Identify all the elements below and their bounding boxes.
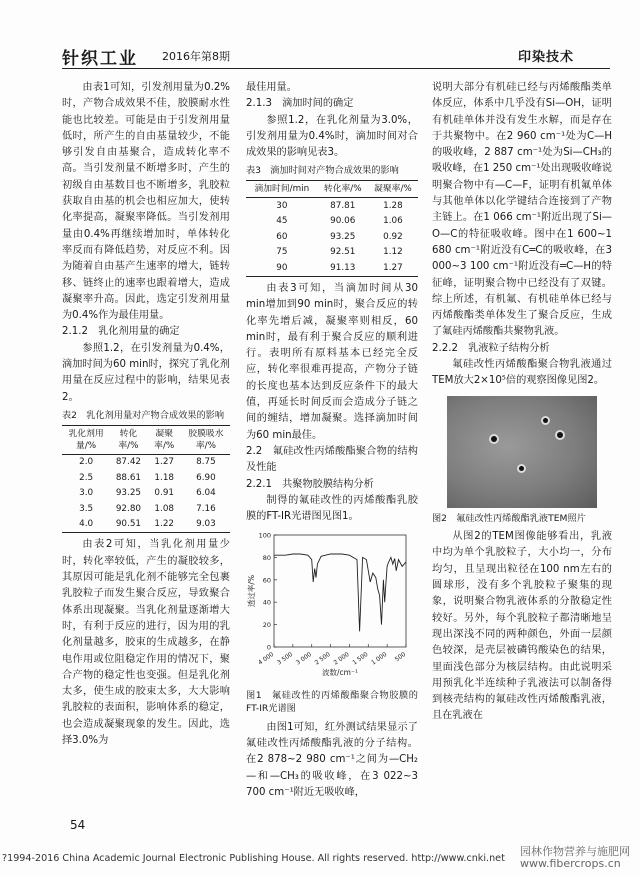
x-tick-label: 3 000 — [294, 651, 313, 667]
x-tick-label: 4 000 — [257, 651, 276, 667]
paragraph: 最佳用量。 — [246, 82, 297, 93]
column-2 — [246, 80, 418, 801]
section-heading-2-1-2: 2.1.2 乳化剂用量的确定 — [62, 326, 180, 338]
table-cell: 0.92 — [383, 231, 403, 242]
table-3-caption: 表3 滴加时间对产物合成效果的影响 — [246, 165, 399, 177]
paragraph: 制得的氟硅改性的丙烯酸酯乳胶膜的FT-IR光谱图见图1。 — [246, 494, 418, 523]
tem-image — [447, 396, 597, 508]
table-row — [246, 214, 418, 230]
watermark-line: 园林作物营养与施肥网 — [520, 845, 630, 858]
table-cell: 1.18 — [154, 472, 175, 483]
table-row — [62, 454, 230, 470]
table-row — [246, 245, 418, 261]
latex-particle — [543, 418, 548, 423]
paragraph: 氟硅改性丙烯酸酯聚合物乳液通过TEM放大2×10⁵倍的观察图像见图2。 — [432, 359, 612, 387]
x-tick-label: 500 — [393, 651, 408, 664]
x-tick-label: 1 500 — [351, 651, 370, 667]
paragraph: 由表3可知，当滴加时间从30 min增加到90 min时，聚合反应的转化率先增后减，凝聚率则相反，60 min时，最有利于聚合反应的顺利进行。表明所有原料基本已经完全反应，转化率很难再提高，产物分子链的长度也基本达到反应条件下的最大值，再延长时间反而会造成分子链之间的缠结，增加凝聚。选择滴加时间为60 min最佳。 — [246, 282, 418, 441]
table-cell: 7.16 — [196, 503, 216, 514]
paragraph: 从图2的TEM图像能够看出，乳液中均为单个乳胶粒子，大小均一，分布均匀，且呈现出粒径在100 nm左右的圆球形，没有多个乳胶粒子聚集的现象，说明聚合物乳液体系的分散稳定性较好。另外，每个乳胶粒子都清晰地呈现出深浅不同的两种颜色，外面一层颜色较深，是壳层被磷钨酸染色的结果，里面浅色部分为核层结构。由此说明采用预乳化半连续种子乳液法可以制备得到核壳结构的氟硅改性丙烯酸酯乳液，且在乳液在 — [432, 531, 612, 722]
table-3 — [246, 180, 418, 277]
table-cell: 4.0 — [62, 517, 110, 533]
table-cell: 2.0 — [79, 457, 94, 468]
table-header: 滴加时间/min — [246, 181, 318, 198]
paragraph: 说明大部分有机硅已经与丙烯酸酯类单体反应，体系中几乎没有Si—OH，证明有机硅单体并没有发生水解，而是存在于共聚物中。在2 960 cm⁻¹处为C—H的吸收峰，2 887 cm⁻¹处为Si—CH₃的吸收峰，在1 250 cm⁻¹处出现吸收峰说明聚合物中有—C—F，证明有机氟单体与其他单体以化学键结合连接到了产物主链上。在1 066 cm⁻¹附近出现了Si—O—C的特征吸收峰。图中在1 600~1 680 cm⁻¹附近没有C═C的吸收峰，在3 000~3 100 cm⁻¹附近没有═C—H的特征峰，证明聚合物中已经没有了双键。综上所述，有机氟、有机硅单体已经与丙烯酸酯类单体发生了聚合反应，生成了氟硅丙烯酸酯共聚物乳液。 — [432, 82, 612, 338]
y-tick-label: 80 — [262, 554, 271, 563]
section-heading-2-1-3: 2.1.3 滴加时间的确定 — [246, 98, 354, 110]
latex-particle — [519, 466, 524, 471]
y-tick-label: 60 — [262, 576, 271, 585]
watermark-line: www.fibercrops.cn — [520, 857, 621, 870]
table-cell: 2.5 — [79, 472, 94, 483]
table-cell: 90.06 — [330, 216, 356, 227]
figure-2-caption: 图2 氟硅改性丙烯酸酯乳液TEM照片 — [432, 512, 586, 524]
y-tick-label: 100 — [258, 531, 271, 540]
table-cell: 90.51 — [110, 517, 146, 533]
table-cell: 93.25 — [115, 488, 142, 499]
table-cell: 30 — [276, 200, 288, 211]
table-cell: 1.27 — [154, 457, 175, 468]
journal-logo: 针织工业 — [62, 49, 138, 69]
ftir-spectrum-chart — [246, 529, 414, 679]
table-cell: 60 — [276, 231, 288, 242]
table-cell: 9.03 — [182, 517, 230, 533]
table-row — [62, 470, 230, 486]
table-2-caption: 表2 乳化剂用量对产物合成效果的影响 — [62, 409, 225, 421]
table-header: 凝聚率/% — [368, 181, 418, 198]
y-tick-label: 0 — [266, 643, 271, 652]
table-header: 转化率/% — [110, 425, 146, 454]
table-cell: 3.0 — [79, 488, 94, 499]
table-cell: 92.80 — [115, 503, 142, 514]
table-cell: 92.51 — [330, 247, 356, 258]
table-cell: 88.61 — [115, 472, 142, 483]
table-row — [62, 501, 230, 517]
table-header: 胶膜吸水率/% — [182, 425, 230, 454]
paragraph: 参照1.2，在引发剂量为0.4%，滴加时间为60 min时，探究了乳化剂用量在反应过程中的影响，结果见表2。 — [62, 342, 230, 403]
x-axis-label: 波数/cm⁻¹ — [322, 668, 358, 678]
section-heading-2-2: 2.2 氟硅改性丙烯酸酯聚合物的结构及性能 — [246, 445, 418, 474]
table-cell: 1.22 — [147, 517, 182, 533]
table-cell: 91.13 — [318, 260, 368, 276]
x-tick-label: 3 500 — [275, 651, 295, 667]
spectrum-line — [274, 554, 406, 631]
table-row — [62, 517, 230, 533]
x-tick-label: 1 000 — [370, 651, 389, 667]
latex-particle — [491, 436, 497, 442]
section-heading-2-2-1: 2.2.1 共聚物胶膜结构分析 — [246, 478, 374, 490]
table-cell: 1.27 — [368, 260, 418, 276]
table-row — [62, 486, 230, 502]
paragraph: 由表2可知，当乳化剂用量少时，转化率较低，产生的凝胶较多，其原因可能是乳化剂不能够完全包裹乳胶粒子而发生聚合反应，导致聚合体系出现凝聚。当乳化剂量逐渐增大时，有利于反应的进行，因为用的乳化剂量越多，胶束的生成越多，在静电作用或位阻稳定作用的情况下，聚合产物的稳定性也变强。但是乳化剂太多，使生成的胶束太多，大大影响乳胶粒的表面积，影响体系的稳定，也会造成凝聚现象的发生。因此，选择3.0%为 — [62, 539, 230, 746]
section-title: 印染技术 — [518, 50, 575, 65]
header-rule — [62, 68, 610, 69]
y-tick-label: 20 — [262, 621, 271, 630]
column-1 — [62, 80, 230, 749]
table-row — [246, 229, 418, 245]
watermark — [520, 846, 630, 870]
y-tick-label: 40 — [262, 599, 271, 608]
issue-label: 2016年第8期 — [162, 50, 230, 63]
table-row — [246, 260, 418, 276]
table-2 — [62, 425, 230, 534]
x-tick-label: 2 500 — [313, 651, 332, 667]
table-header: 转化率/% — [318, 181, 368, 198]
section-heading-2-2-2: 2.2.2 乳液粒子结构分析 — [432, 342, 550, 354]
table-row — [246, 198, 418, 214]
table-cell: 3.5 — [79, 503, 94, 514]
page-number: 54 — [70, 818, 86, 832]
table-cell: 87.81 — [330, 200, 356, 211]
paragraph: 由图1可知，红外测试结果显示了氟硅改性丙烯酸酯乳液的分子结构。在2 878~2 980 cm⁻¹之间为—CH₂—和—CH₃的吸收峰，在3 022~3 700 cm⁻¹附近无吸收峰， — [246, 721, 418, 798]
table-cell: 93.25 — [330, 231, 356, 242]
table-cell: 6.04 — [196, 488, 216, 499]
table-cell: 1.08 — [154, 503, 175, 514]
copyright-footer: ?1994-2016 China Academic Journal Electronic Publishing House. All rights reserved. http://www.cnki.net — [2, 853, 505, 864]
table-cell: 0.91 — [154, 488, 175, 499]
plot-frame — [274, 535, 406, 647]
table-cell: 45 — [276, 216, 288, 227]
latex-particle — [557, 432, 563, 438]
column-3 — [432, 80, 612, 725]
paragraph: 由表1可知，引发剂用量为0.2%时，产物合成效果不佳，胶膜耐水性能也比较差。可能是由于引发剂用量低时，所产生的自由基量较少，不能够引发自由基聚合，造成转化率不高。当引发剂量不断增多时，产生的初级自由基数目也不断增多，乳胶粒获取自由基的机会也相应加大，使转化率提高，凝聚率降低。当引发剂用量由0.4%再继续增加时，单体转化率反而有降低趋势，对反应不利。因为随着自由基产生速率的增大，链转移、链终止的速率也跟着增大，造成凝聚率升高。因此，选定引发剂用量为0.4%作为最佳用量。 — [62, 82, 230, 322]
table-cell: 75 — [276, 247, 288, 258]
table-cell: 8.75 — [196, 457, 216, 468]
figure-1-caption: 图1 氟硅改性的丙烯酸酯聚合物胶膜的FT-IR光谱图 — [246, 689, 418, 715]
paragraph: 参照1.2，在乳化剂量为3.0%，引发剂用量为0.4%时，滴加时间对合成效果的影响见表3。 — [246, 114, 418, 159]
table-cell: 1.06 — [383, 216, 403, 227]
table-cell: 87.42 — [115, 457, 142, 468]
table-header: 乳化剂用量/% — [62, 425, 110, 454]
table-cell: 90 — [246, 260, 318, 276]
x-tick-label: 2 000 — [332, 651, 351, 667]
table-cell: 6.90 — [196, 472, 216, 483]
y-axis-label: 透过率/% — [247, 575, 256, 608]
table-cell: 1.12 — [383, 247, 403, 258]
table-header: 凝聚率/% — [147, 425, 182, 454]
table-cell: 1.28 — [383, 200, 403, 211]
